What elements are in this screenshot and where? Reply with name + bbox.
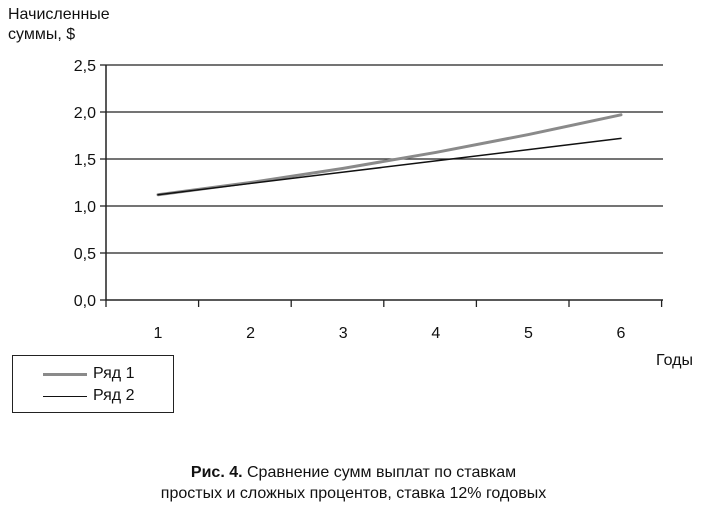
caption-line-1 [0,462,707,483]
x-tick-label: 1 [153,325,163,342]
x-tick-label: 3 [338,325,348,342]
y-tick-label: 0,5 [73,246,96,263]
caption-line-2: простых и сложных процентов, ставка 12% годовых [160,485,547,502]
caption-line-1-text: Сравнение сумм выплат по ставкам [247,464,517,481]
y-axis-label [8,5,110,45]
x-tick-label: 5 [523,325,533,342]
legend-swatch-series-2 [43,396,87,397]
legend-label-series-1: Ряд 1 [93,365,135,382]
x-axis-label: Годы [656,352,693,369]
series-line-1 [158,115,621,195]
series-line-2 [158,138,621,194]
x-tick-label: 2 [246,325,256,342]
caption-figure-number: Рис. 4. [190,464,243,481]
x-tick-label: 6 [616,325,626,342]
legend-label-series-2: Ряд 2 [93,387,135,404]
y-tick-label: 2,5 [73,58,96,75]
legend-swatch-series-1 [43,373,87,376]
y-tick-label: 0,0 [73,293,96,310]
legend-item-series-2 [43,386,134,406]
y-tick-label: 1,0 [73,199,96,216]
y-axis-label-line-2: суммы, $ [8,26,76,43]
figure-caption [0,462,707,504]
legend-item-series-1 [43,364,134,384]
y-tick-label: 1,5 [73,152,96,169]
legend [12,355,174,413]
y-axis-label-line-1: Начисленные [8,6,110,23]
y-tick-label: 2,0 [73,105,96,122]
x-tick-label: 4 [431,325,441,342]
